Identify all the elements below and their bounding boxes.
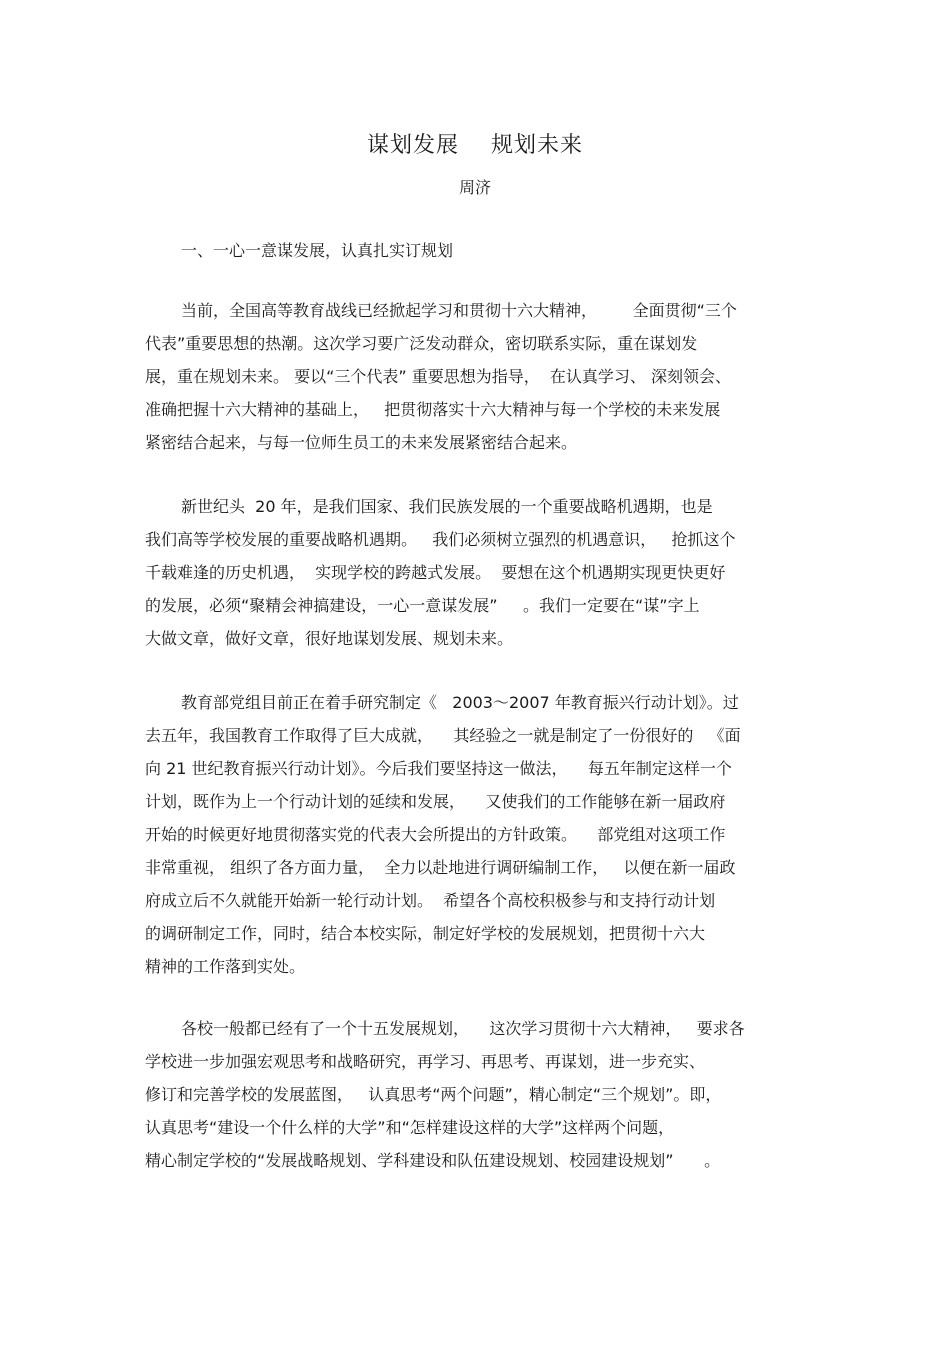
paragraph <box>145 686 815 983</box>
paragraph-line: 学校进一步加强宏观思考和战略研究，再学习、再思考、再谋划，进一步充实、 <box>145 1052 706 1071</box>
paragraph-line: 府成立后不久就能开始新一轮行动计划。 希望各个高校积极参与和支持行动计划 <box>145 891 716 910</box>
paragraph-line: 教育部党组目前正在着手研究制定《 2003～2007 年教育振兴行动计划》。过 <box>181 693 739 712</box>
paragraph <box>145 1012 815 1177</box>
paragraph-line: 紧密结合起来，与每一位师生员工的未来发展紧密结合起来。 <box>145 433 578 452</box>
paragraph-line: 的调研制定工作，同时，结合本校实际，制定好学校的发展规划，把贯彻十六大 <box>145 924 706 943</box>
paragraph-line: 准确把握十六大精神的基础上， 把贯彻落实十六大精神与每一个学校的未来发展 <box>145 400 721 419</box>
paragraph-line: 千载难逢的历史机遇， 实现学校的跨越式发展。 要想在这个机遇期实现更快更好 <box>145 563 726 582</box>
paragraph-line: 当前，全国高等教育战线已经掀起学习和贯彻十六大精神， 全面贯彻“三个 <box>181 301 737 320</box>
paragraph-line: 去五年，我国教育工作取得了巨大成就， 其经验之一就是制定了一份很好的 《面 <box>145 726 741 745</box>
paragraph-line: 认真思考“建设一个什么样的大学”和“怎样建设这样的大学”这样两个问题， <box>145 1118 675 1137</box>
paragraph-line: 代表”重要思想的热潮。这次学习要广泛发动群众，密切联系实际，重在谋划发 <box>145 334 698 353</box>
document-author: 周济 <box>458 178 491 197</box>
paragraph <box>145 490 815 655</box>
paragraph-line: 计划，既作为上一个行动计划的延续和发展， 又使我们的工作能够在新一届政府 <box>145 792 726 811</box>
paragraph-line: 各校一般都已经有了一个十五发展规划， 这次学习贯彻十六大精神， 要求各 <box>181 1019 745 1038</box>
paragraph-line: 非常重视， 组织了各方面力量， 全力以赴地进行调研编制工作， 以便在新一届政 <box>145 858 736 877</box>
document-title: 谋划发展 规划未来 <box>367 133 583 158</box>
section-heading: 一、一心一意谋发展，认真扎实订规划 <box>181 241 454 260</box>
paragraph-line: 向 21 世纪教育振兴行动计划》。今后我们要坚持这一做法， 每五年制定这样一个 <box>145 759 732 778</box>
paragraph-line: 展，重在规划未来。 要以“三个代表” 重要思想为指导， 在认真学习、 深刻领会、 <box>145 367 732 386</box>
paragraph-line: 新世纪头 20 年，是我们国家、我们民族发展的一个重要战略机遇期，也是 <box>181 497 713 516</box>
paragraph <box>145 294 815 459</box>
paragraph-line: 大做文章，做好文章，很好地谋划发展、规划未来。 <box>145 629 514 648</box>
paragraph-line: 精心制定学校的“发展战略规划、学科建设和队伍建设规划、校园建设规划” 。 <box>145 1151 721 1170</box>
paragraph-line: 我们高等学校发展的重要战略机遇期。 我们必须树立强烈的机遇意识， 抢抓这个 <box>145 530 736 549</box>
paragraph-line: 的发展，必须“聚精会神搞建设，一心一意谋发展” 。我们一定要在“谋”字上 <box>145 596 700 615</box>
paragraph-line: 修订和完善学校的发展蓝图， 认真思考“两个问题”，精心制定“三个规划”。即， <box>145 1085 722 1104</box>
paragraph-line: 精神的工作落到实处。 <box>145 957 306 976</box>
paragraph-line: 开始的时候更好地贯彻落实党的代表大会所提出的方针政策。 部党组对这项工作 <box>145 825 726 844</box>
